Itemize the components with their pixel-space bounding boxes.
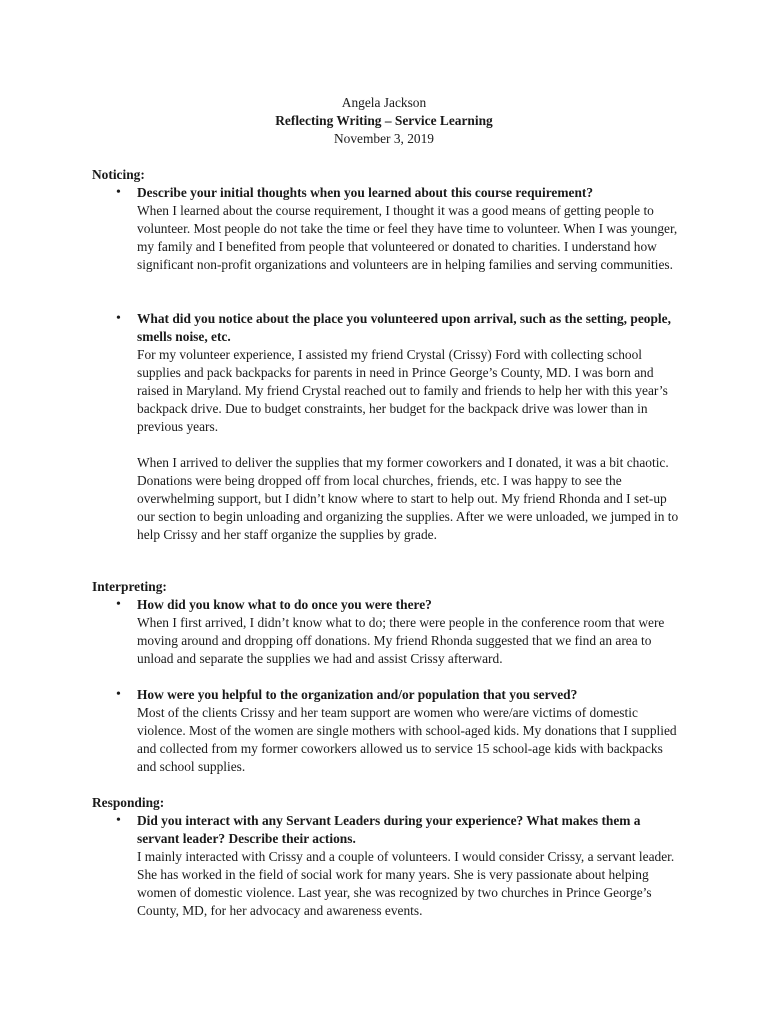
answer-paragraph: Most of the clients Crissy and her team support are women who were/are victims of domestic violence. Most of the women are single mothers with school-aged kids. My donations that I supplied and collected from my former coworkers allowed us to service 15 school-age kids with backpacks and school supplies. [137, 705, 677, 774]
document-header [0, 94, 768, 148]
answer-text [137, 848, 682, 920]
answer-text [137, 202, 682, 274]
bullet-icon: • [116, 813, 121, 828]
question-text: What did you notice about the place you volunteered upon arrival, such as the setting, people, smells noise, etc. [137, 311, 671, 344]
section-heading-noticing: Noticing: [92, 167, 145, 182]
answer-paragraph: When I learned about the course requirement, I thought it was a good means of getting people to volunteer. Most people do not take the time or feel they have time to volunteer. When I was younger, my family and I benefited from people that volunteered or donated to charities. I understand how significant non-profit organizations and volunteers are in helping families and serving communities. [137, 203, 678, 272]
answer-paragraph: When I arrived to deliver the supplies that my former coworkers and I donated, it was a bit chaotic. Donations were being dropped off from local churches, friends, etc. I was happy to see the overwhelming support, but I didn’t know where to start to help out. My friend Rhonda and I set-up our section to begin unloading and organizing the supplies. After we were unloaded, we jumped in to help Crissy and her staff organize the supplies by grade. [137, 455, 679, 542]
answer-text [137, 614, 682, 668]
document-title: Reflecting Writing – Service Learning [275, 113, 493, 128]
bullet-icon: • [116, 311, 121, 326]
bullet-icon: • [116, 185, 121, 200]
question-text: How were you helpful to the organization and/or population that you served? [137, 687, 578, 702]
answer-text [137, 704, 682, 776]
answer-paragraph: When I first arrived, I didn’t know what to do; there were people in the conference room that were moving around and dropping off donations. My friend Rhonda suggested that we find an area to unload and separate the supplies we had and assist Crissy afterward. [137, 615, 665, 666]
answer-paragraph: For my volunteer experience, I assisted my friend Crystal (Crissy) Ford with collecting school supplies and pack backpacks for parents in need in Prince George’s County, MD. I was born and raised in Maryland. My friend Crystal reached out to family and friends to help her with this year’s backpack drive. Due to budget constraints, her budget for the backpack drive was lower than in previous years. [137, 347, 668, 434]
answer-paragraph: I mainly interacted with Crissy and a couple of volunteers. I would consider Crissy, a servant leader. She has worked in the field of social work for many years. She is very passionate about helping women of domestic violence. Last year, she was recognized by two churches in Prince George’s County, MD, for her advocacy and awareness events. [137, 849, 675, 918]
answer-text [137, 346, 682, 544]
author-name: Angela Jackson [341, 95, 427, 110]
document-date: November 3, 2019 [333, 131, 435, 146]
question-text: How did you know what to do once you were there? [137, 597, 432, 612]
section-heading-responding: Responding: [92, 795, 165, 810]
bullet-icon: • [116, 597, 121, 612]
bullet-icon: • [116, 687, 121, 702]
question-text: Describe your initial thoughts when you learned about this course requirement? [137, 185, 594, 200]
question-text: Did you interact with any Servant Leaders during your experience? What makes them a servant leader? Describe their actions. [137, 813, 641, 846]
section-heading-interpreting: Interpreting: [92, 579, 167, 594]
